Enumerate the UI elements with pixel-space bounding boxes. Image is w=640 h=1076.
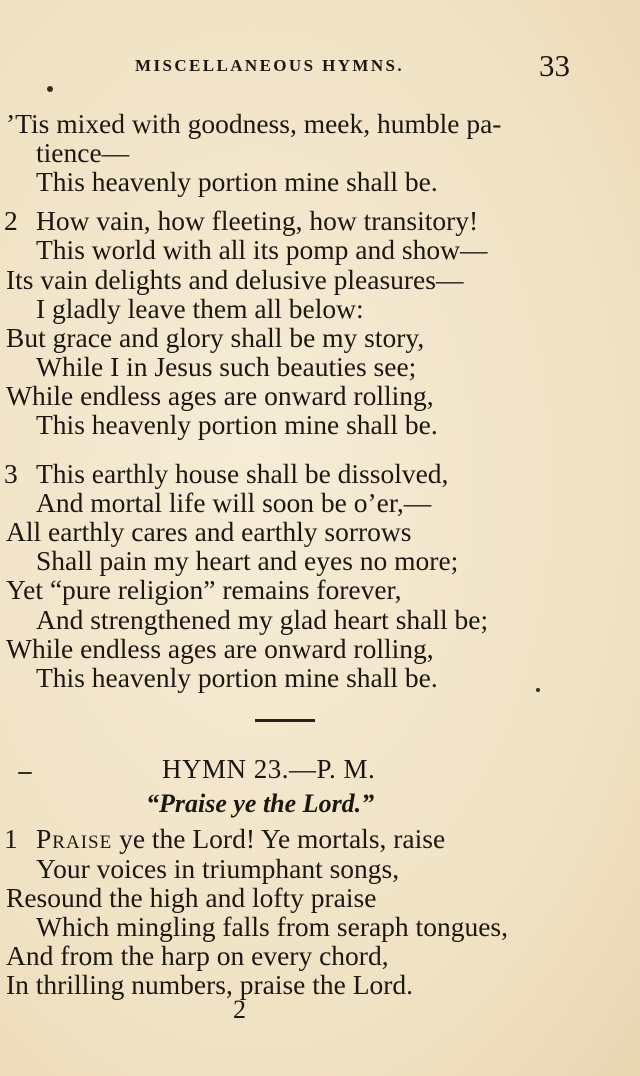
ink-speck [47,86,53,92]
ink-speck [18,772,32,774]
hymn-subtitle: “Praise ye the Lord.” [146,789,375,818]
verse-line: While endless ages are onward rolling, [6,633,434,664]
verse-line: This heavenly portion mine shall be. [36,662,438,693]
verse-line: This world with all its pomp and show— [36,234,488,265]
page-number: 33 [539,48,570,83]
verse-line: I gladly leave them all below: [36,293,364,324]
hymn-title: HYMN 23.—P. M. [162,754,376,784]
verse-line: And from the harp on every chord, [6,940,389,971]
verse-line: This heavenly portion mine shall be. [36,409,438,440]
verse-line: And mortal life will soon be o’er,— [36,487,432,518]
verse-line: And strengthened my glad heart shall be; [36,604,489,635]
verse-number: 2 [4,205,18,236]
verse-first-word: Praise [36,823,113,854]
running-title: MISCELLANEOUS HYMNS. [135,56,405,75]
verse-line: Which mingling falls from seraph tongues, [36,911,508,942]
verse-first-line-rest: ye the Lord! Ye mortals, raise [112,823,446,854]
verse-number: 1 [4,823,18,854]
signature-mark: 2 [233,995,246,1024]
verse-line: This heavenly portion mine shall be. [36,166,438,197]
verse-line: tience— [36,137,130,168]
verse-first-line [36,825,445,853]
ink-speck [536,688,540,692]
verse-line: Your voices in triumphant songs, [36,853,400,884]
verse-line: While endless ages are onward rolling, [6,380,434,411]
verse-number: 3 [4,458,18,489]
verse-line: Yet “pure religion” remains forever, [6,574,402,605]
verse-line: But grace and glory shall be my story, [6,322,425,353]
verse-line: How vain, how fleeting, how transitory! [36,205,479,236]
verse-line: This earthly house shall be dissolved, [36,458,449,489]
verse-line: In thrilling numbers, praise the Lord. [6,969,414,1000]
verse-line: Resound the high and lofty praise [6,882,377,913]
verse-line: Shall pain my heart and eyes no more; [36,545,459,576]
verse-line: All earthly cares and earthly sorrows [6,516,412,547]
verse-line: Its vain delights and delusive pleasures— [6,264,464,295]
verse-line: While I in Jesus such beauties see; [36,351,417,382]
running-head [0,48,640,83]
section-rule [255,719,315,722]
verse-line: ’Tis mixed with goodness, meek, humble pa- [6,108,502,139]
